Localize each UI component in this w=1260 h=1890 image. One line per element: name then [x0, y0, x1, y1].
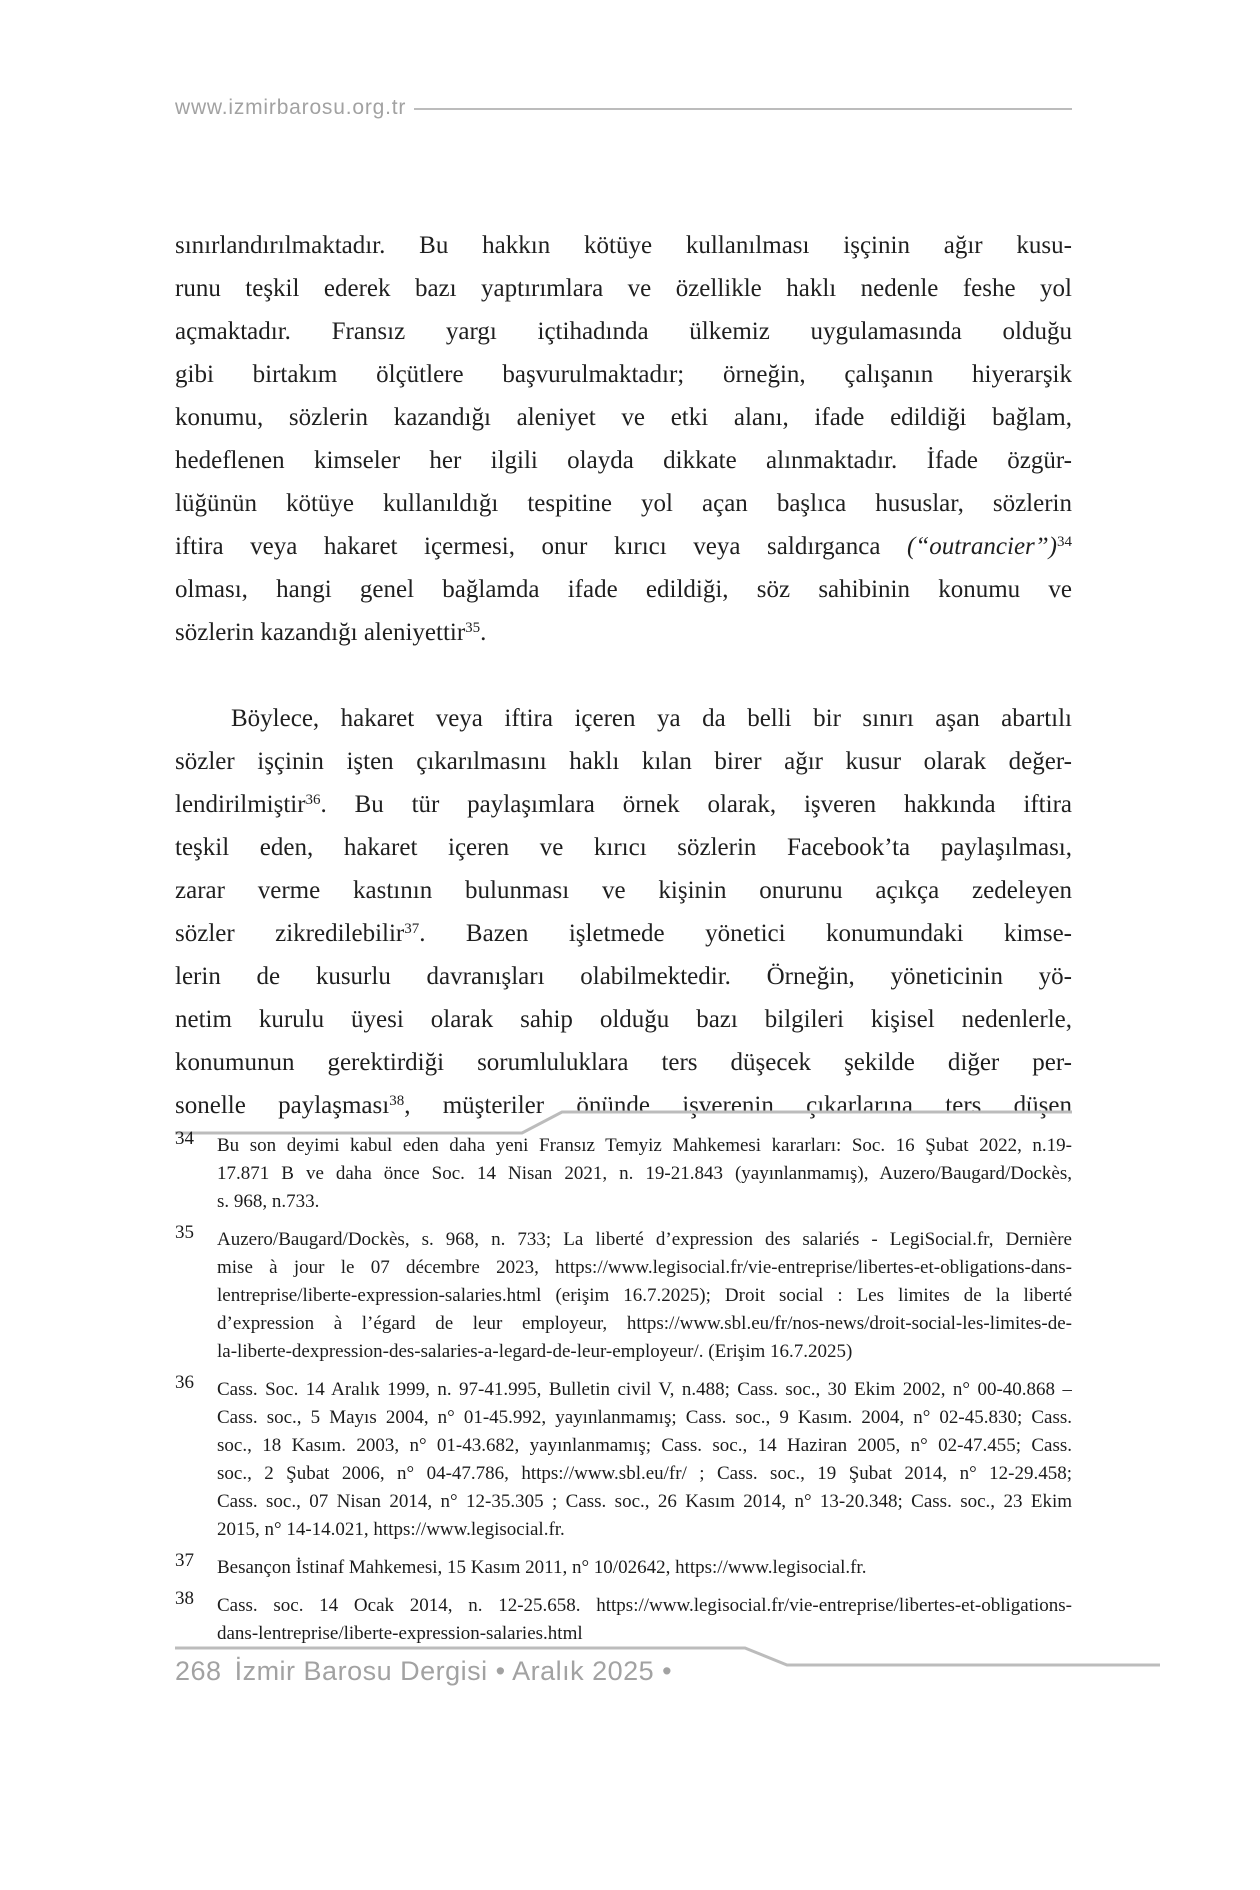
text-line: teşkil eden, hakaret içeren ve kırıcı sözlerin Facebook’ta paylaşılması, — [175, 834, 1072, 861]
footnote — [175, 1372, 1072, 1544]
text-line: gibi birtakım ölçütlere başvurulmaktadır; örneğin, çalışanın hiyerarşik — [175, 361, 1072, 388]
text-line: la-liberte-dexpression-des-salaries-a-legard-de-leur-employeur/. (Erişim 16.7.2025) — [217, 1341, 853, 1362]
text-line: 17.871 B ve daha önce Soc. 14 Nisan 2021, n. 19-21.843 (yayınlanmamış), Auzero/Baugard/Dockès, — [217, 1163, 1072, 1184]
text-line: konumu, sözlerin kazandığı aleniyet ve etki alanı, ifade edildiği bağlam, — [175, 404, 1072, 431]
footnote-number: 38 — [175, 1588, 194, 1609]
footnote — [175, 1550, 1072, 1582]
text-line: zarar verme kastının bulunması ve kişinin onurunu açıkça zedeleyen — [175, 877, 1072, 904]
text-line: mise à jour le 07 décembre 2023, https://www.legisocial.fr/vie-entreprise/libertes-et-obligations-dans- — [217, 1257, 1072, 1278]
body-text — [175, 224, 1072, 1127]
text-line: netim kurulu üyesi olarak sahip olduğu bazı bilgileri kişisel nedenlerle, — [175, 1006, 1072, 1033]
text-line: Auzero/Baugard/Dockès, s. 968, n. 733; La liberté d’expression des salariés - LegiSocial.fr, Dernière — [217, 1229, 1072, 1250]
text-line: Cass. Soc. 14 Aralık 1999, n. 97-41.995, Bulletin civil V, n.488; Cass. soc., 30 Ekim 2002, n° 00-40.868 – — [217, 1379, 1072, 1400]
text-line: lendirilmiştir$^{36}$. Bu tür paylaşımlara örnek olarak, işveren hakkında iftira — [175, 791, 1072, 818]
text-line: olması, hangi genel bağlamda ifade edildiği, söz sahibinin konumu ve — [175, 576, 1072, 603]
text-line: sınırlandırılmaktadır. Bu hakkın kötüye kullanılması işçinin ağır kusu- — [175, 232, 1072, 259]
text-line: runu teşkil ederek bazı yaptırımlara ve özellikle haklı nedenle feshe yol — [175, 275, 1072, 302]
header-rule — [414, 108, 1072, 110]
text-line: Besançon İstinaf Mahkemesi, 15 Kasım 2011, n° 10/02642, https://www.legisocial.fr. — [217, 1557, 867, 1578]
paragraph — [175, 224, 1072, 654]
text-line: dans-lentreprise/liberte-expression-salaries.html — [217, 1623, 583, 1644]
footnote-number: 35 — [175, 1222, 194, 1243]
text-line: lüğünün kötüye kullanıldığı tespitine yol açan başlıca hususlar, sözlerin — [175, 490, 1072, 517]
page-header — [175, 96, 1072, 120]
footnote — [175, 1128, 1072, 1216]
footnote-number: 37 — [175, 1550, 194, 1571]
footnote-number: 34 — [175, 1128, 194, 1149]
page-footer — [175, 1656, 672, 1687]
text-line: sonelle paylaşması$^{38}$, müşteriler önünde işverenin çıkarlarına ters düşen — [175, 1092, 1072, 1119]
text-line: Cass. soc., 07 Nisan 2014, n° 12-35.305 ; Cass. soc., 26 Kasım 2014, n° 13-20.348; Cass. soc., 23 Ekim — [217, 1491, 1072, 1512]
text-line: d’expression à l’égard de leur employeur, https://www.sbl.eu/fr/nos-news/droit-social-les-limites-de- — [217, 1313, 1072, 1334]
text-line: sözler işçinin işten çıkarılmasını haklı kılan birer ağır kusur olarak değer- — [175, 748, 1072, 775]
footnote — [175, 1222, 1072, 1366]
text-line: s. 968, n.733. — [217, 1191, 320, 1212]
footnote — [175, 1588, 1072, 1648]
text-line: Cass. soc., 5 Mayıs 2004, n° 01-45.992, yayınlanmamış; Cass. soc., 9 Kasım. 2004, n° 02-45.830; Cass. — [217, 1407, 1072, 1428]
text-line: lerin de kusurlu davranışları olabilmektedir. Örneğin, yöneticinin yö- — [175, 963, 1072, 990]
text-line: Cass. soc. 14 Ocak 2014, n. 12-25.658. https://www.legisocial.fr/vie-entreprise/libertes-et-obligations- — [217, 1595, 1072, 1616]
text-line: lentreprise/liberte-expression-salaries.html (erişim 16.7.2025); Droit social : Les limites de la liberté — [217, 1285, 1072, 1306]
text-line: sözlerin kazandığı aleniyettir$^{35}$. — [175, 619, 487, 646]
footnote-number: 36 — [175, 1372, 194, 1393]
footnotes-section — [175, 1128, 1072, 1658]
text-line: soc., 18 Kasım. 2003, n° 01-43.682, yayınlanmamış; Cass. soc., 14 Haziran 2005, n° 02-47.455; Cass. — [217, 1435, 1072, 1456]
site-url: www.izmirbarosu.org.tr — [175, 96, 407, 119]
journal-title: İzmir Barosu Dergisi • Aralık 2025 • — [234, 1656, 673, 1686]
page-number: 268 — [175, 1656, 222, 1686]
text-line: konumunun gerektirdiği sorumluluklara ters düşecek şekilde diğer per- — [175, 1049, 1072, 1076]
text-line: sözler zikredilebilir$^{37}$. Bazen işletmede yönetici konumundaki kimse- — [175, 920, 1072, 947]
paragraph — [175, 697, 1072, 1127]
text-line: açmaktadır. Fransız yargı içtihadında ülkemiz uygulamasında olduğu — [175, 318, 1072, 345]
text-line: iftira veya hakaret içermesi, onur kırıcı veya saldırganca (“outrancier”)$^{34}$ — [175, 533, 1072, 560]
text-line: Böylece, hakaret veya iftira içeren ya da belli bir sınırı aşan abartılı — [231, 705, 1072, 732]
text-line: 2015, n° 14-14.021, https://www.legisocial.fr. — [217, 1519, 565, 1540]
text-line: Bu son deyimi kabul eden daha yeni Fransız Temyiz Mahkemesi kararları: Soc. 16 Şubat 2022, n.19- — [217, 1135, 1072, 1156]
text-line: soc., 2 Şubat 2006, n° 04-47.786, https://www.sbl.eu/fr/ ; Cass. soc., 19 Şubat 2014, n° 12-29.458; — [217, 1463, 1072, 1484]
text-line: hedeflenen kimseler her ilgili olayda dikkate alınmaktadır. İfade özgür- — [175, 447, 1072, 474]
